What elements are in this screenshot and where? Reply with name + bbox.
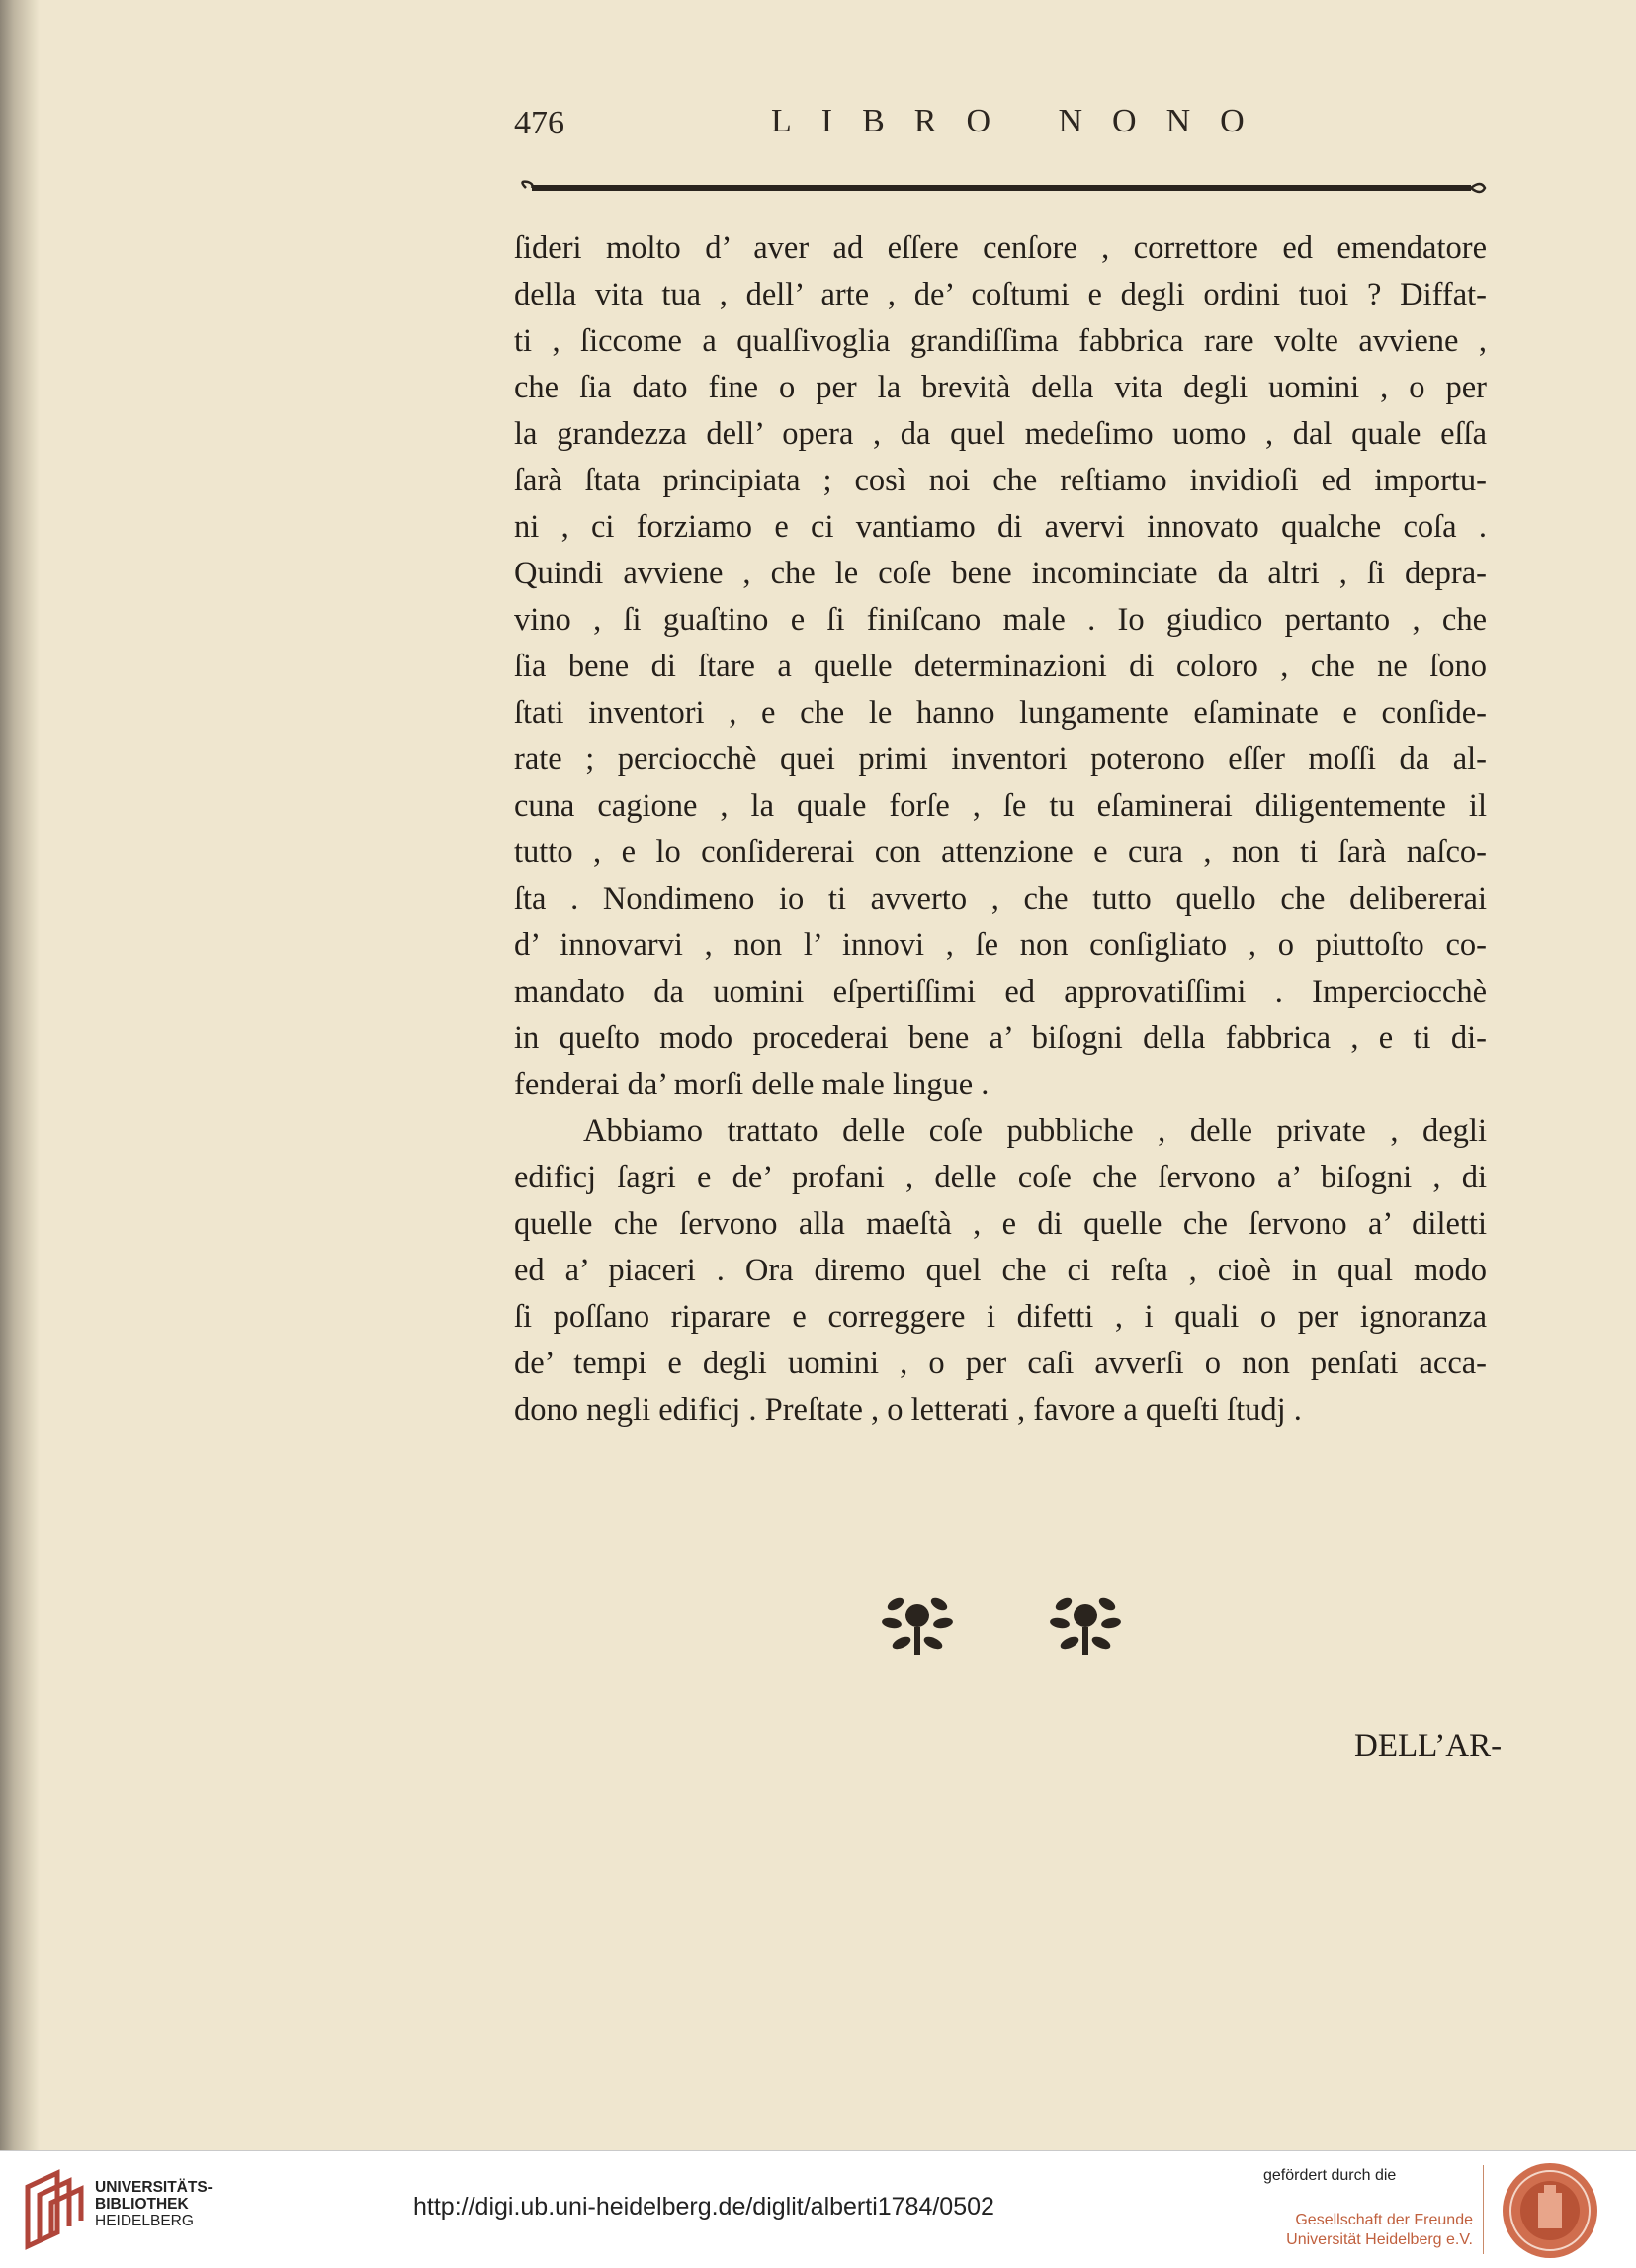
text-line: che ſia dato fine o per la brevità della vita degli uomini , o per bbox=[514, 370, 1487, 405]
text-line: tutto , e lo conſidererai con attenzione e cura , non ti ſarà naſco- bbox=[514, 834, 1487, 870]
sponsor-label: gefördert durch die bbox=[1263, 2167, 1397, 2184]
running-head bbox=[514, 99, 1404, 158]
page-number: 476 bbox=[514, 105, 564, 141]
text-line: ti , ſiccome a qualſivoglia grandiſſima fabbrica rare volte avviene , bbox=[514, 323, 1487, 359]
text-line: della vita tua , dell’ arte , de’ coſtumi e degli ordini tuoi ? Diffat- bbox=[514, 277, 1487, 312]
text-line: rate ; perciocchè quei primi inventori poterono eſſer moſſi da al- bbox=[514, 741, 1487, 777]
text-line: ſta . Nondimeno io ti avverto , che tutto quello che delibererai bbox=[514, 881, 1487, 916]
text-line: ſia bene di ſtare a quelle determinazioni di coloro , che ne ſono bbox=[514, 649, 1487, 684]
catchword: DELL’AR- bbox=[1354, 1728, 1503, 1764]
text-line: ni , ci forziamo e ci vantiamo di avervi innovato qualche coſa . bbox=[514, 509, 1487, 545]
text-line: de’ tempi e degli uomini , o per caſi avverſi o non penſati acca- bbox=[514, 1346, 1487, 1381]
text-line: Quindi avviene , che le coſe bene incominciate da altri , ſi depra- bbox=[514, 556, 1487, 591]
library-name-line-3: HEIDELBERG bbox=[95, 2213, 194, 2229]
ub-heidelberg-logo-icon[interactable] bbox=[18, 2167, 95, 2252]
paragraph-2 bbox=[514, 1108, 1487, 1434]
library-name[interactable] bbox=[95, 2179, 213, 2229]
sponsor-divider bbox=[1483, 2165, 1484, 2254]
sponsor-name-line-1: Gesellschaft der Freunde bbox=[1295, 2212, 1473, 2228]
university-seal-icon bbox=[1499, 2159, 1601, 2262]
running-title: LIBRO NONO bbox=[771, 103, 1274, 139]
text-line: fenderai da’ morſi delle male lingue . bbox=[514, 1067, 990, 1102]
text-line: ed a’ piaceri . Ora diremo quel che ci reſta , cioè in qual modo bbox=[514, 1253, 1487, 1288]
text-line: cuna cagione , la quale forſe , ſe tu eſaminerai diligentemente il bbox=[514, 788, 1487, 824]
text-line: vino , ſi guaſtino e ſi finiſcano male . Io giudico pertanto , che bbox=[514, 602, 1487, 638]
text-line: la grandezza dell’ opera , da quel medeſimo uomo , dal quale eſſa bbox=[514, 416, 1487, 452]
text-line: mandato da uomini eſpertiſſimi ed approvatiſſimi . Imperciocchè bbox=[514, 974, 1487, 1009]
ornamental-rule-icon bbox=[514, 176, 1488, 200]
library-name-line-1: UNIVERSITÄTS- bbox=[95, 2179, 213, 2196]
text-line: ſtati inventori , e che le hanno lungamente eſaminate e conſide- bbox=[514, 695, 1487, 731]
text-line: in queſto modo procederai bene a’ biſogni della fabbrica , e ti di- bbox=[514, 1020, 1487, 1056]
text-line: ſideri molto d’ aver ad eſſere cenſore , correttore ed emendatore bbox=[514, 230, 1487, 266]
sponsor-name[interactable] bbox=[1265, 2211, 1473, 2250]
text-line: quelle che ſervono alla maeſtà , e di quelle che ſervono a’ diletti bbox=[514, 1206, 1487, 1242]
sponsor-name-line-2: Universität Heidelberg e.V. bbox=[1286, 2231, 1473, 2248]
body-text bbox=[514, 225, 1487, 1434]
paragraph-1 bbox=[514, 225, 1487, 1108]
text-line: Abbiamo trattato delle coſe pubbliche , delle private , degli bbox=[583, 1113, 1487, 1149]
text-line: d’ innovarvi , non l’ innovi , ſe non conſigliato , o piuttoſto co- bbox=[514, 927, 1487, 963]
text-line: dono negli edificj . Preſtate , o letterati , favore a queſti ſtudj . bbox=[514, 1392, 1302, 1428]
library-name-line-2: BIBLIOTHEK bbox=[95, 2196, 189, 2213]
text-line: ſi poſſano riparare e correggere i difetti , i quali o per ignoranza bbox=[514, 1299, 1487, 1335]
text-line: ſarà ſtata principiata ; così noi che reſtiamo invidioſi ed importu- bbox=[514, 463, 1487, 498]
fleuron-ornament-icon bbox=[878, 1582, 1135, 1661]
page-spine-edge bbox=[0, 0, 40, 2150]
permalink-url[interactable]: http://digi.ub.uni-heidelberg.de/diglit/alberti1784/0502 bbox=[413, 2193, 994, 2221]
digitization-footer bbox=[0, 2150, 1636, 2268]
text-line: edificj ſagri e de’ profani , delle coſe che ſervono a’ biſogni , di bbox=[514, 1160, 1487, 1195]
